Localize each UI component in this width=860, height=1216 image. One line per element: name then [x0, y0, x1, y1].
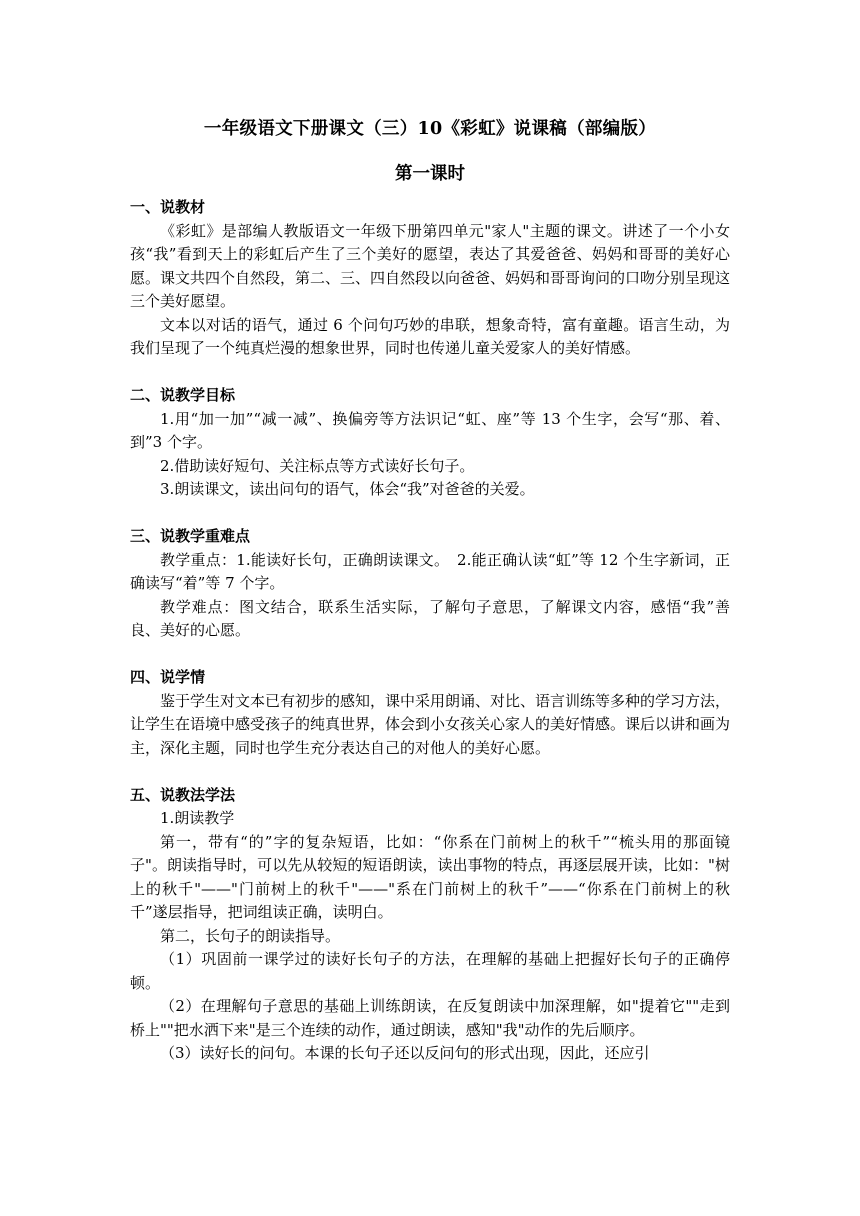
- lesson-subtitle: 第一课时: [395, 164, 465, 184]
- paragraph: （2）在理解句子意思的基础上训练朗读，在反复朗读中加深理解，如"提着它""走到桥上""把水洒下来"是三个连续的动作，通过朗读，感知"我"动作的先后顺序。: [130, 997, 730, 1039]
- paragraph: （3）读好长的问句。本课的长句子还以反问句的形式出现，因此，还应引: [160, 1044, 650, 1062]
- paragraph: 第一，带有“的”字的复杂短语，比如：“你系在门前树上的秋千”“梳头用的那面镜子"。朗读指导时，可以先从较短的短语朗读，读出事物的特点，再逐层展开读，比如："树上的秋千"——"门前树上的秋千"——"系在门前树上的秋千”——“你系在门前树上的秋千”遂层指导，把词组读正确，读明白。: [130, 832, 730, 921]
- paragraph: 教学重点：1.能读好长句，正确朗读课文。 2.能正确认读“虹”等 12 个生字新词，正确读写“着”等 7 个字。: [130, 550, 730, 592]
- section-heading: 二、说教学目标: [130, 386, 236, 404]
- paragraph: 2.借助读好短句、关注标点等方式读好长句子。: [160, 456, 475, 475]
- paragraph: 3.朗读课文，读出问句的语气，体会“我”对爸爸的关爱。: [160, 480, 535, 498]
- document-title: 一年级语文下册课文（三）10《彩虹》说课稿（部编版）: [203, 119, 657, 139]
- paragraph: 文本以对话的语气，通过 6 个问句巧妙的串联，想象奇特，富有童趣。语言生动，为我们呈现了一个纯真烂漫的想象世界，同时也传递儿童关爱家人的美好情感。: [130, 315, 730, 357]
- paragraph: 教学难点：图文结合，联系生活实际，了解句子意思，了解课文内容，感悟“我”善良、美好的心愿。: [130, 597, 730, 639]
- section-textbook: [130, 196, 730, 361]
- paragraph: 《彩虹》是部编人教版语文一年级下册第四单元"家人"主题的课文。讲述了一个小女孩“我”看到天上的彩虹后产生了三个美好的愿望，表达了其爱爸爸、妈妈和哥哥的美好心愿。课文共四个自然段，第二、三、四自然段以向爸爸、妈妈和哥哥询问的口吻分别呈现这三个美好愿望。: [130, 221, 731, 310]
- section-heading: 一、说教材: [130, 198, 206, 216]
- paragraph: （1）巩固前一课学过的读好长句子的方法，在理解的基础上把握好长句子的正确停顿。: [130, 950, 730, 992]
- section-heading: 四、说学情: [130, 668, 206, 686]
- section-key-points: [130, 525, 730, 643]
- section-goals: [130, 384, 730, 502]
- paragraph: 第二，长句子的朗读指导。: [160, 926, 341, 945]
- paragraph: 1.朗读教学: [160, 809, 235, 827]
- section-heading: 三、说教学重难点: [130, 527, 251, 545]
- section-methods: [130, 784, 730, 1066]
- section-heading: 五、说教法学法: [130, 785, 236, 804]
- paragraph: 1.用“加一加”“减一减”、换偏旁等方法识记“虹、座”等 13 个生字，会写“那、着、到”3 个字。: [130, 409, 730, 451]
- section-students: [130, 666, 730, 760]
- document-body: [130, 196, 730, 1066]
- paragraph: 鉴于学生对文本已有初步的感知，课中采用朗诵、对比、语言训练等多种的学习方法，让学生在语境中感受孩子的纯真世界，体会到小女孩关心家人的美好情感。课后以讲和画为主，深化主题，同时也学生充分表达自己的对他人的美好心愿。: [130, 691, 731, 757]
